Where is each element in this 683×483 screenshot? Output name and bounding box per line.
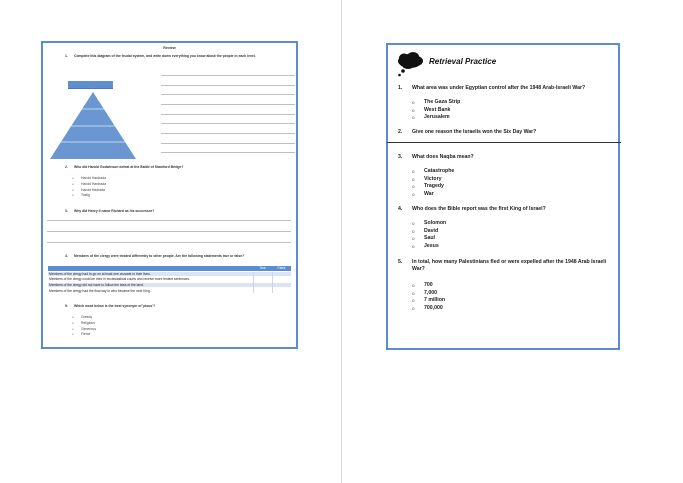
option[interactable]: o Solomon	[412, 220, 447, 226]
radio-bullet-icon: o	[412, 184, 415, 190]
radio-bullet-icon: o	[412, 221, 415, 226]
option[interactable]: o Harold Hadrada	[72, 187, 105, 192]
radio-bullet-icon: o	[412, 305, 415, 311]
option[interactable]: o Tostig	[72, 193, 90, 198]
answer-line[interactable]	[47, 220, 291, 221]
option[interactable]: o West Bank	[412, 106, 451, 113]
thought-cloud-icon	[396, 52, 424, 78]
radio-bullet-icon: o	[72, 326, 74, 331]
false-column-header: False	[272, 266, 291, 271]
answer-line[interactable]	[161, 104, 295, 105]
retrieval-question-3: 3. What does Naqba mean?	[398, 154, 474, 160]
radio-bullet-icon: o	[72, 315, 74, 319]
true-cell[interactable]	[253, 288, 272, 294]
retrieval-question-1: 1. What area was under Egyptian control after the 1948 Arab-Israeli War?	[398, 85, 586, 91]
answer-line[interactable]	[387, 142, 621, 143]
radio-bullet-icon: o	[412, 243, 415, 249]
option[interactable]: o Fierce	[72, 332, 91, 337]
table-row: Members of the clergy could be tried in ecclesiastical courts and receive more lenient sentences.	[48, 277, 291, 283]
radio-bullet-icon: o	[412, 290, 415, 296]
true-column-header: True	[253, 266, 272, 271]
review-question-5-options	[72, 315, 96, 338]
review-question-2: 2. Who did Harold Godwinson defeat at the Battle of Stamford Bridge?	[65, 165, 184, 169]
answer-line[interactable]	[161, 75, 295, 76]
retrieval-question-1-options	[412, 99, 460, 122]
radio-bullet-icon: o	[412, 115, 415, 121]
answer-line[interactable]	[161, 114, 295, 115]
feudal-pyramid-label-box[interactable]	[68, 81, 113, 89]
option[interactable]: o David	[412, 227, 439, 234]
radio-bullet-icon: o	[412, 100, 415, 105]
radio-bullet-icon: o	[72, 187, 74, 192]
retrieval-practice-heading: Retrieval Practice	[429, 57, 497, 66]
answer-line[interactable]	[161, 94, 295, 95]
review-question-5: 5. Which word below is the best synonym of 'pious'?	[65, 304, 156, 308]
radio-bullet-icon: o	[412, 107, 415, 113]
review-question-2-options	[72, 176, 106, 199]
radio-bullet-icon: o	[72, 193, 74, 198]
option[interactable]: o Generous	[72, 326, 96, 331]
false-cell[interactable]	[272, 288, 291, 294]
review-title: Review	[163, 46, 176, 50]
retrieval-question-2: 2. Give one reason the Israelis won the Six Day War?	[398, 129, 537, 135]
radio-bullet-icon: o	[72, 332, 74, 337]
option[interactable]: o 7 million	[412, 297, 446, 304]
radio-bullet-icon: o	[412, 283, 415, 288]
table-row: Members of the clergy had the final say in who became the next King.	[48, 288, 291, 294]
retrieval-question-5: 5. In total, how many Palestinians fled or were expelled after the 1948 Arab Israeli War?	[398, 259, 607, 272]
option[interactable]: o 700	[412, 282, 433, 288]
retrieval-question-5-options	[412, 282, 445, 312]
retrieval-practice-worksheet	[386, 43, 620, 350]
answer-line[interactable]	[47, 231, 291, 232]
option[interactable]: o Harold Hardrada	[72, 181, 107, 186]
review-question-1: 1. Complete this diagram of the feudal system, and write down everything you know about the people in each level.	[65, 54, 256, 58]
answer-line[interactable]	[161, 123, 295, 124]
page-divider	[341, 0, 342, 483]
radio-bullet-icon: o	[72, 320, 74, 325]
answer-line[interactable]	[47, 242, 291, 243]
option[interactable]: o Saul	[412, 235, 435, 242]
option[interactable]: o 700,000	[412, 304, 443, 311]
radio-bullet-icon: o	[412, 228, 415, 234]
option[interactable]: o Catastrophe	[412, 168, 455, 174]
radio-bullet-icon: o	[412, 191, 415, 197]
option[interactable]: o Tragedy	[412, 183, 444, 190]
table-row: Members of the clergy did not have to follow the laws of the land.	[48, 282, 291, 288]
table-row: Members of the clergy had to go on at least one crusade in their lives.	[48, 271, 291, 277]
radio-bullet-icon: o	[412, 236, 415, 242]
answer-line[interactable]	[161, 85, 295, 86]
feudal-pyramid-diagram	[50, 92, 136, 159]
review-question-4: 4. Members of the clergy were treated differently to other people. Are the following statements true or false?	[65, 254, 245, 258]
true-false-table	[48, 266, 291, 293]
retrieval-question-3-options	[412, 168, 454, 198]
answer-line[interactable]	[161, 143, 295, 144]
retrieval-question-4: 4. Who does the Bible report was the first King of Israel?	[398, 206, 546, 212]
review-question-3: 3. Why did Henry II name Richard as his successor?	[65, 209, 155, 213]
option[interactable]: o War	[412, 190, 434, 197]
answer-line[interactable]	[161, 152, 295, 153]
radio-bullet-icon: o	[72, 181, 74, 186]
option[interactable]: o Harold Hardrada	[72, 176, 107, 180]
radio-bullet-icon: o	[72, 176, 74, 180]
radio-bullet-icon: o	[412, 169, 415, 174]
option[interactable]: o Greedy	[72, 315, 93, 319]
option[interactable]: o Jesus	[412, 242, 439, 249]
radio-bullet-icon: o	[412, 298, 415, 304]
retrieval-question-4-options	[412, 220, 446, 250]
answer-line[interactable]	[161, 133, 295, 134]
radio-bullet-icon: o	[412, 176, 415, 182]
option[interactable]: o 7,000	[412, 289, 437, 296]
option[interactable]: o The Gaza Strip	[412, 99, 461, 105]
option[interactable]: o Jerusalem	[412, 114, 450, 121]
option[interactable]: o Victory	[412, 175, 442, 182]
option[interactable]: o Religious	[72, 320, 95, 325]
review-worksheet	[41, 41, 298, 349]
